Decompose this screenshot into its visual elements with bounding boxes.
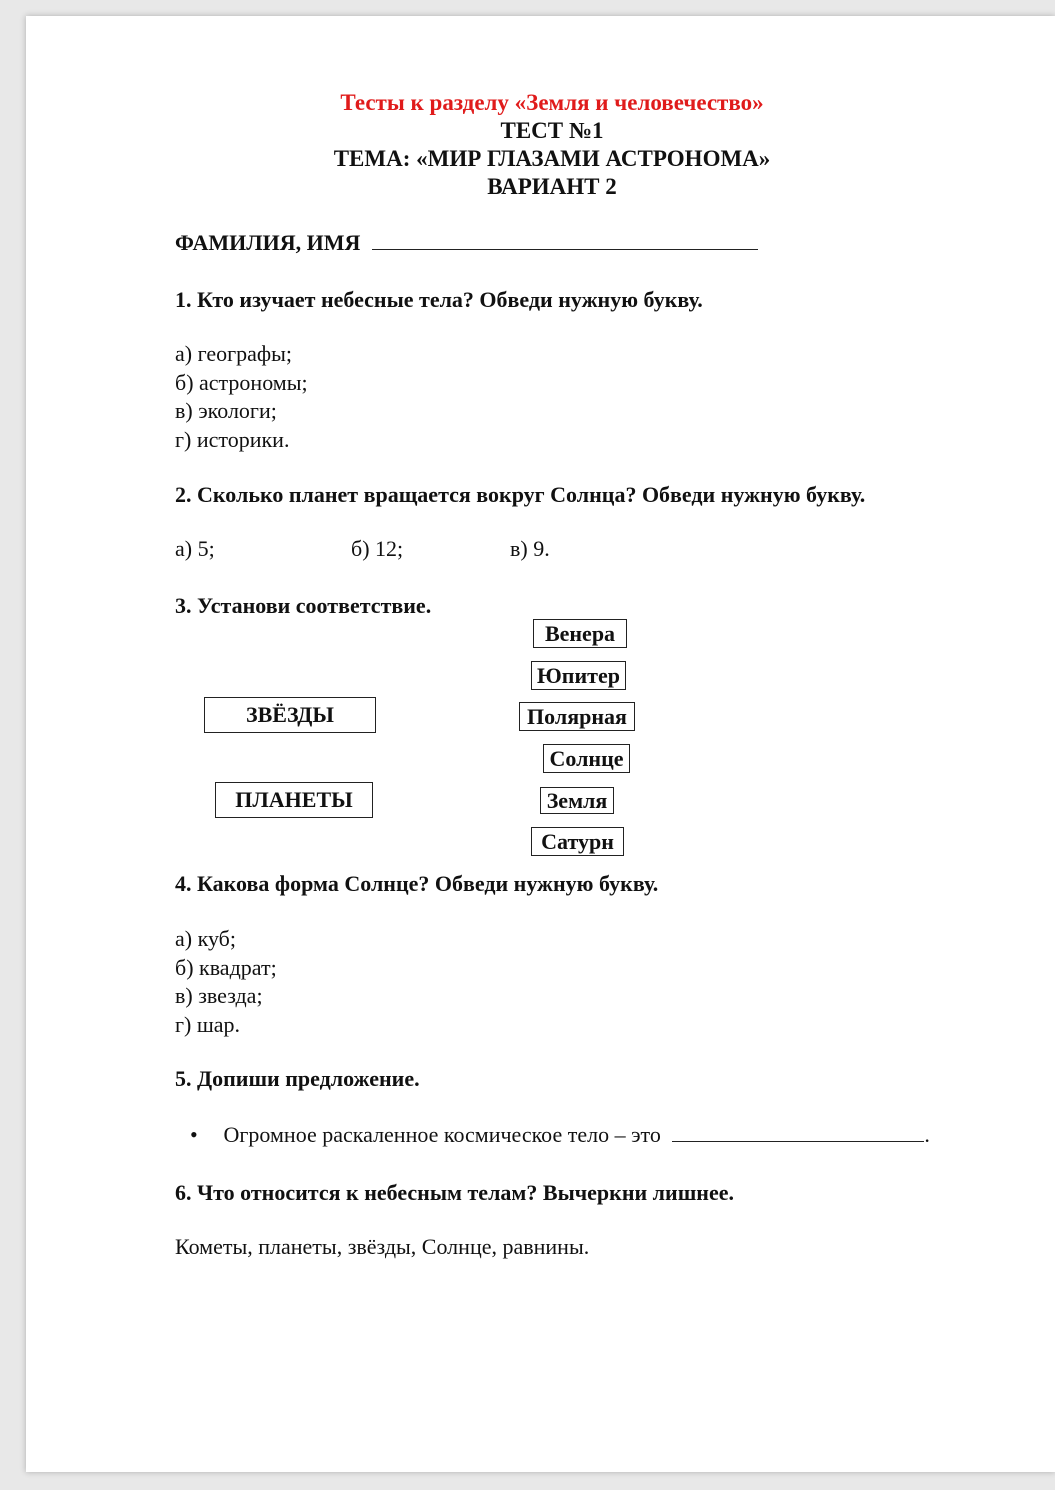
q4-options xyxy=(175,925,277,1039)
bullet-icon: • xyxy=(190,1122,198,1147)
name-field[interactable] xyxy=(175,230,758,256)
q6-word-list[interactable]: Кометы, планеты, звёзды, Солнце, равнины. xyxy=(175,1234,590,1259)
q1-options xyxy=(175,340,308,454)
q4-option-c[interactable]: в) звезда; xyxy=(175,983,263,1008)
q1-option-c[interactable]: в) экологи; xyxy=(175,398,277,423)
item-earth[interactable]: Земля xyxy=(540,787,614,814)
q1-option-a[interactable]: а) географы; xyxy=(175,341,293,366)
item-sun[interactable]: Солнце xyxy=(543,744,630,773)
q1-option-b[interactable]: б) астрономы; xyxy=(175,369,308,395)
item-polaris[interactable]: Полярная xyxy=(519,702,635,731)
q5-bullet-item xyxy=(190,1121,930,1150)
category-stars[interactable]: ЗВЁЗДЫ xyxy=(204,697,376,733)
variant-title: ВАРИАНТ 2 xyxy=(487,174,617,199)
question-4: 4. Какова форма Солнце? Обведи нужную букву. xyxy=(175,871,659,896)
q4-option-a[interactable]: а) куб; xyxy=(175,926,236,951)
question-3: 3. Установи соответствие. xyxy=(175,593,432,618)
category-planets[interactable]: ПЛАНЕТЫ xyxy=(215,782,373,818)
question-6: 6. Что относится к небесным телам? Вычеркни лишнее. xyxy=(175,1180,734,1205)
q1-option-d[interactable]: г) историки. xyxy=(175,426,290,452)
q4-option-b[interactable]: б) квадрат; xyxy=(175,954,277,980)
item-jupiter[interactable]: Юпитер xyxy=(531,661,626,690)
section-title: Тесты к разделу «Земля и человечество» xyxy=(340,90,764,115)
topic-title: ТЕМА: «МИР ГЛАЗАМИ АСТРОНОМА» xyxy=(333,146,771,171)
question-1: 1. Кто изучает небесные тела? Обведи нужную букву. xyxy=(175,287,703,312)
name-blank-line[interactable] xyxy=(372,249,758,250)
item-venus[interactable]: Венера xyxy=(533,619,627,648)
q5-period: . xyxy=(924,1122,930,1147)
q2-option-b[interactable]: б) 12; xyxy=(351,536,404,561)
q5-answer-line[interactable] xyxy=(672,1141,924,1142)
question-5: 5. Допиши предложение. xyxy=(175,1066,420,1091)
q4-option-d[interactable]: г) шар. xyxy=(175,1011,241,1037)
q2-option-c[interactable]: в) 9. xyxy=(510,536,550,561)
item-saturn[interactable]: Сатурн xyxy=(531,827,624,856)
q5-sentence: Огромное раскаленное космическое тело – это xyxy=(223,1122,661,1147)
name-label: ФАМИЛИЯ, ИМЯ xyxy=(175,230,361,255)
q2-option-a[interactable]: а) 5; xyxy=(175,536,215,561)
question-2: 2. Сколько планет вращается вокруг Солнца? Обведи нужную букву. xyxy=(175,482,866,507)
test-number: ТЕСТ №1 xyxy=(500,118,604,143)
